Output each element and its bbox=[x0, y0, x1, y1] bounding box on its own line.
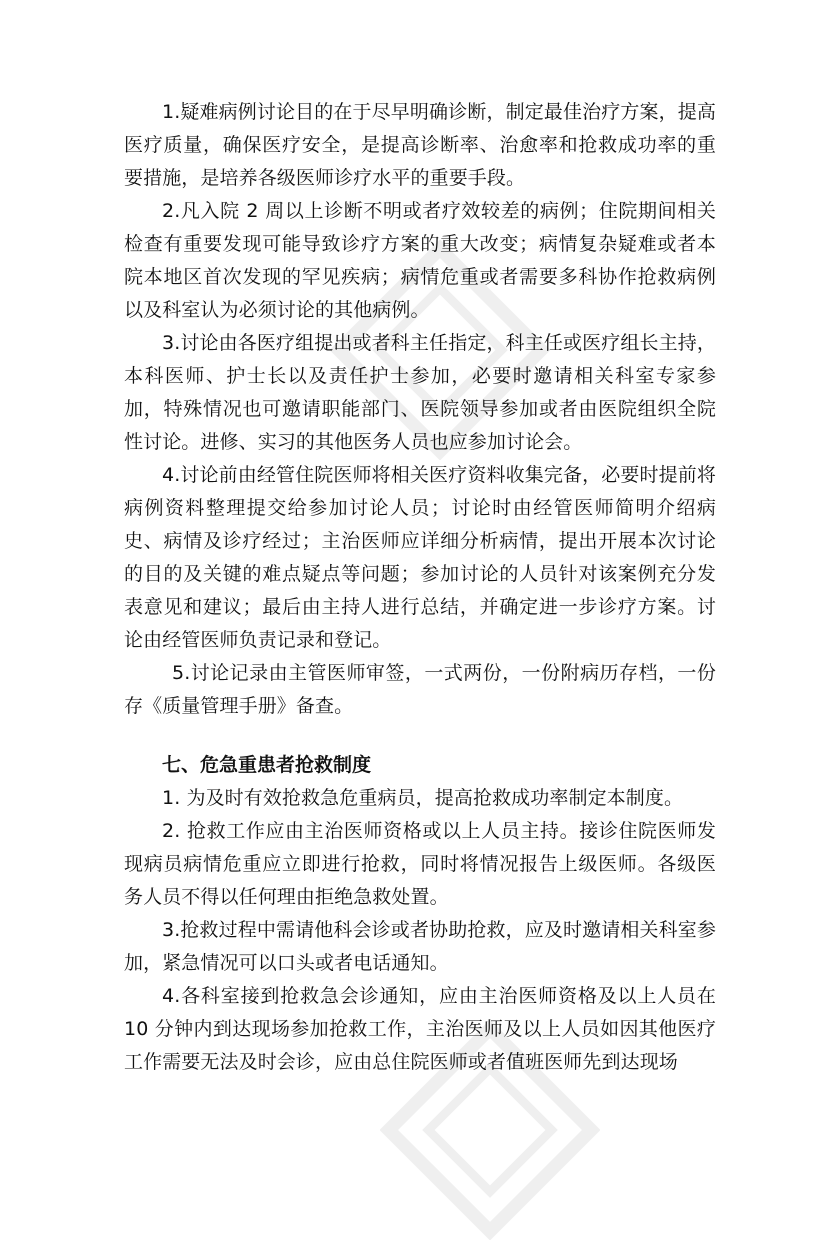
paragraph: 4.各科室接到抢救急会诊通知，应由主治医师资格及以上人员在 10 分钟内到达现场参加抢救工作，主治医师及以上人员如因其他医疗工作需要无法及时会诊，应由总住院医师或者值班医师先到达现场 bbox=[124, 985, 716, 1073]
difficult-case-discussion-section bbox=[124, 96, 716, 723]
document-page bbox=[124, 96, 716, 1079]
paragraph: 5.讨论记录由主管医师审签，一式两份，一份附病历存档，一份存《质量管理手册》备查。 bbox=[124, 662, 716, 717]
paragraph: 1. 为及时有效抢救急危重病员，提高抢救成功率制定本制度。 bbox=[162, 787, 684, 809]
paragraph: 3.抢救过程中需请他科会诊或者协助抢救，应及时邀请相关科室参加，紧急情况可以口头或者电话通知。 bbox=[124, 919, 716, 974]
paragraph: 2. 抢救工作应由主治医师资格或以上人员主持。接诊住院医师发现病员病情危重应立即进行抢救，同时将情况报告上级医师。各级医务人员不得以任何理由拒绝急救处置。 bbox=[124, 820, 716, 908]
paragraph: 4.讨论前由经管住院医师将相关医疗资料收集完备，必要时提前将病例资料整理提交给参加讨论人员；讨论时由经管医师简明介绍病史、病情及诊疗经过；主治医师应详细分析病情，提出开展本次讨论的目的及关键的难点疑点等问题；参加讨论的人员针对该案例充分发表意见和建议；最后由主持人进行总结，并确定进一步诊疗方案。讨论由经管医师负责记录和登记。 bbox=[124, 464, 716, 651]
section-heading: 七、危急重患者抢救制度 bbox=[162, 754, 372, 776]
paragraph: 1.疑难病例讨论目的在于尽早明确诊断，制定最佳治疗方案，提高医疗质量，确保医疗安全，是提高诊断率、治愈率和抢救成功率的重要措施，是培养各级医师诊疗水平的重要手段。 bbox=[124, 101, 716, 189]
paragraph: 2.凡入院 2 周以上诊断不明或者疗效较差的病例；住院期间相关检查有重要发现可能导致诊疗方案的重大改变；病情复杂疑难或者本院本地区首次发现的罕见疾病；病情危重或者需要多科协作抢救病例以及科室认为必须讨论的其他病例。 bbox=[124, 200, 716, 321]
paragraph: 3.讨论由各医疗组提出或者科主任指定，科主任或医疗组长主持，本科医师、护士长以及责任护士参加，必要时邀请相关科室专家参加，特殊情况也可邀请职能部门、医院领导参加或者由医院组织全院性讨论。进修、实习的其他医务人员也应参加讨论会。 bbox=[124, 332, 716, 453]
critical-patient-rescue-section bbox=[124, 749, 716, 1079]
